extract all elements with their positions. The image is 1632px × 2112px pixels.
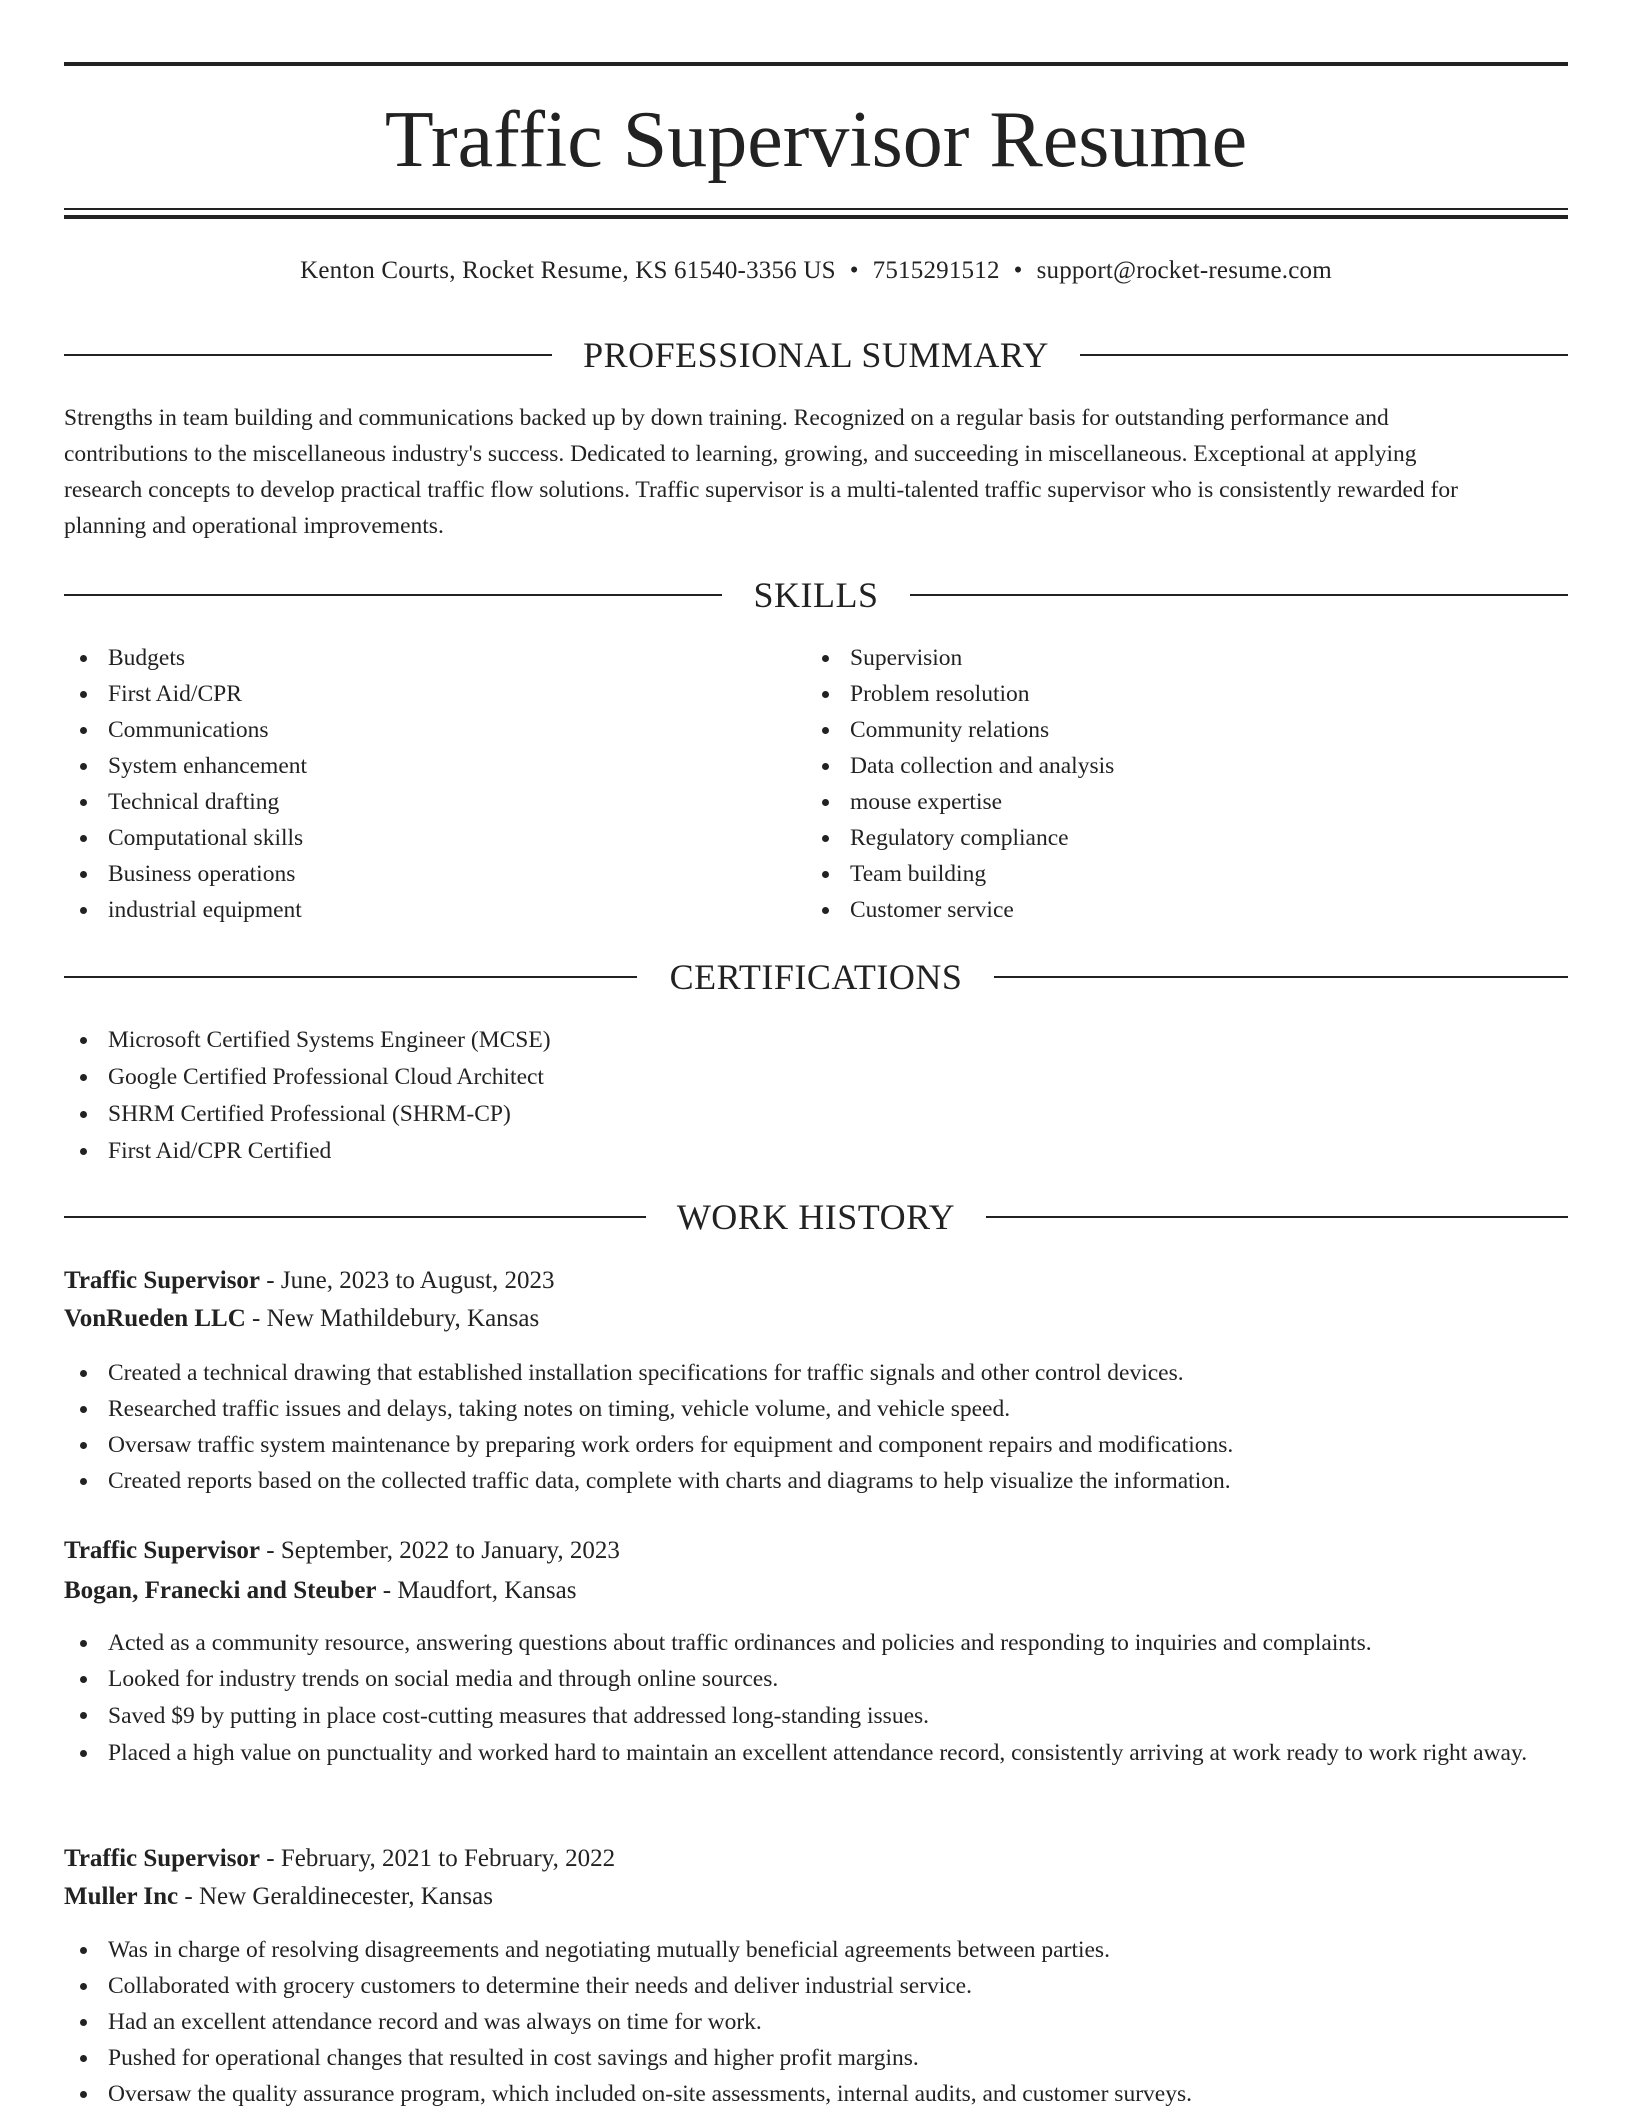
summary-line: contributions to the miscellaneous industry's success. Dedicated to learning, growing, and succeeding in miscellaneous. Exceptional at applying bbox=[64, 441, 1417, 467]
section-heading-summary bbox=[64, 333, 1568, 377]
job-title-line bbox=[64, 1532, 1568, 1570]
contact-separator: • bbox=[849, 257, 859, 284]
section-title: SKILLS bbox=[753, 575, 879, 615]
list-item: Computational skills bbox=[64, 820, 764, 856]
list-item: Team building bbox=[806, 856, 1506, 892]
job-title: Traffic Supervisor bbox=[64, 1537, 261, 1564]
skills-list-left bbox=[64, 640, 764, 928]
top-rule bbox=[64, 62, 1568, 66]
page-title: Traffic Supervisor Resume bbox=[384, 96, 1248, 184]
job-dates: - June, 2023 to August, 2023 bbox=[260, 1267, 555, 1294]
list-item: Created a technical drawing that established installation specifications for traffic signals and other control devices. bbox=[64, 1355, 1568, 1391]
job-dates: - February, 2021 to February, 2022 bbox=[260, 1845, 616, 1872]
job-dates: - September, 2022 to January, 2023 bbox=[260, 1537, 620, 1564]
contact-line bbox=[64, 254, 1568, 288]
list-item: Oversaw the quality assurance program, which included on-site assessments, internal audits, and customer surveys. bbox=[64, 2076, 1568, 2112]
list-item: Researched traffic issues and delays, taking notes on timing, vehicle volume, and vehicle speed. bbox=[64, 1391, 1568, 1427]
list-item: Community relations bbox=[806, 712, 1506, 748]
list-item: Placed a high value on punctuality and worked hard to maintain an excellent attendance record, consistently arriving at work ready to work right away. bbox=[64, 1735, 1568, 1771]
job-bullets bbox=[64, 1355, 1568, 1499]
list-item: industrial equipment bbox=[64, 892, 764, 928]
contact-phone: 7515291512 bbox=[872, 257, 1000, 284]
contact-separator: • bbox=[1013, 257, 1023, 284]
job-location: - New Geraldinecester, Kansas bbox=[178, 1883, 493, 1910]
job-company-line bbox=[64, 1572, 1568, 1610]
job-company: VonRueden LLC bbox=[64, 1305, 246, 1332]
job-bullets bbox=[64, 1932, 1568, 2112]
list-item: Budgets bbox=[64, 640, 764, 676]
job-location: - Maudfort, Kansas bbox=[376, 1577, 577, 1604]
list-item: Oversaw traffic system maintenance by preparing work orders for equipment and component repairs and modifications. bbox=[64, 1427, 1568, 1463]
job-location: - New Mathildebury, Kansas bbox=[245, 1305, 540, 1332]
list-item: Technical drafting bbox=[64, 784, 764, 820]
list-item: Data collection and analysis bbox=[806, 748, 1506, 784]
list-item: Acted as a community resource, answering questions about traffic ordinances and policies and responding to inquiries and complaints. bbox=[64, 1625, 1568, 1661]
job-title: Traffic Supervisor bbox=[64, 1845, 261, 1872]
list-item: Pushed for operational changes that resulted in cost savings and higher profit margins. bbox=[64, 2040, 1568, 2076]
job-title-line bbox=[64, 1840, 1568, 1878]
section-heading-skills bbox=[64, 573, 1568, 617]
section-title: WORK HISTORY bbox=[676, 1197, 956, 1237]
list-item: Microsoft Certified Systems Engineer (MCSE) bbox=[64, 1022, 1568, 1059]
job-company-line bbox=[64, 1878, 1568, 1916]
contact-email: support@rocket-resume.com bbox=[1036, 257, 1332, 284]
list-item: Supervision bbox=[806, 640, 1506, 676]
list-item: Communications bbox=[64, 712, 764, 748]
job-company-line bbox=[64, 1300, 1568, 1338]
list-item: Was in charge of resolving disagreements and negotiating mutually beneficial agreements between parties. bbox=[64, 1932, 1568, 1968]
job-bullets bbox=[64, 1625, 1568, 1771]
job-title: Traffic Supervisor bbox=[64, 1267, 261, 1294]
section-title: PROFESSIONAL SUMMARY bbox=[583, 335, 1049, 375]
list-item: First Aid/CPR Certified bbox=[64, 1133, 1568, 1170]
section-title: CERTIFICATIONS bbox=[669, 957, 963, 997]
list-item: Collaborated with grocery customers to determine their needs and deliver industrial service. bbox=[64, 1968, 1568, 2004]
job-company: Muller Inc bbox=[64, 1883, 179, 1910]
list-item: Customer service bbox=[806, 892, 1506, 928]
section-heading-certifications bbox=[64, 955, 1568, 999]
skills-list-right bbox=[806, 640, 1506, 928]
job-company: Bogan, Franecki and Steuber bbox=[64, 1577, 377, 1604]
list-item: Regulatory compliance bbox=[806, 820, 1506, 856]
list-item: mouse expertise bbox=[806, 784, 1506, 820]
list-item: Looked for industry trends on social media and through online sources. bbox=[64, 1661, 1568, 1697]
title-double-rule bbox=[64, 208, 1568, 219]
list-item: First Aid/CPR bbox=[64, 676, 764, 712]
summary-line: planning and operational improvements. bbox=[64, 513, 444, 539]
list-item: Business operations bbox=[64, 856, 764, 892]
list-item: Had an excellent attendance record and was always on time for work. bbox=[64, 2004, 1568, 2040]
job-title-line bbox=[64, 1262, 1568, 1300]
contact-address: Kenton Courts, Rocket Resume, KS 61540-3356 US bbox=[300, 257, 836, 284]
list-item: System enhancement bbox=[64, 748, 764, 784]
list-item: Problem resolution bbox=[806, 676, 1506, 712]
summary-paragraph bbox=[64, 400, 1568, 544]
section-heading-work-history bbox=[64, 1195, 1568, 1239]
summary-line: research concepts to develop practical traffic flow solutions. Traffic supervisor is a multi-talented traffic supervisor who is consistently rewarded for bbox=[64, 477, 1458, 503]
list-item: SHRM Certified Professional (SHRM-CP) bbox=[64, 1096, 1568, 1133]
list-item: Google Certified Professional Cloud Architect bbox=[64, 1059, 1568, 1096]
list-item: Saved $9 by putting in place cost-cutting measures that addressed long-standing issues. bbox=[64, 1697, 1568, 1735]
certifications-list bbox=[64, 1022, 1568, 1170]
list-item: Created reports based on the collected traffic data, complete with charts and diagrams to help visualize the information. bbox=[64, 1463, 1568, 1499]
summary-line: Strengths in team building and communications backed up by down training. Recognized on a regular basis for outstanding performance and bbox=[64, 405, 1389, 431]
